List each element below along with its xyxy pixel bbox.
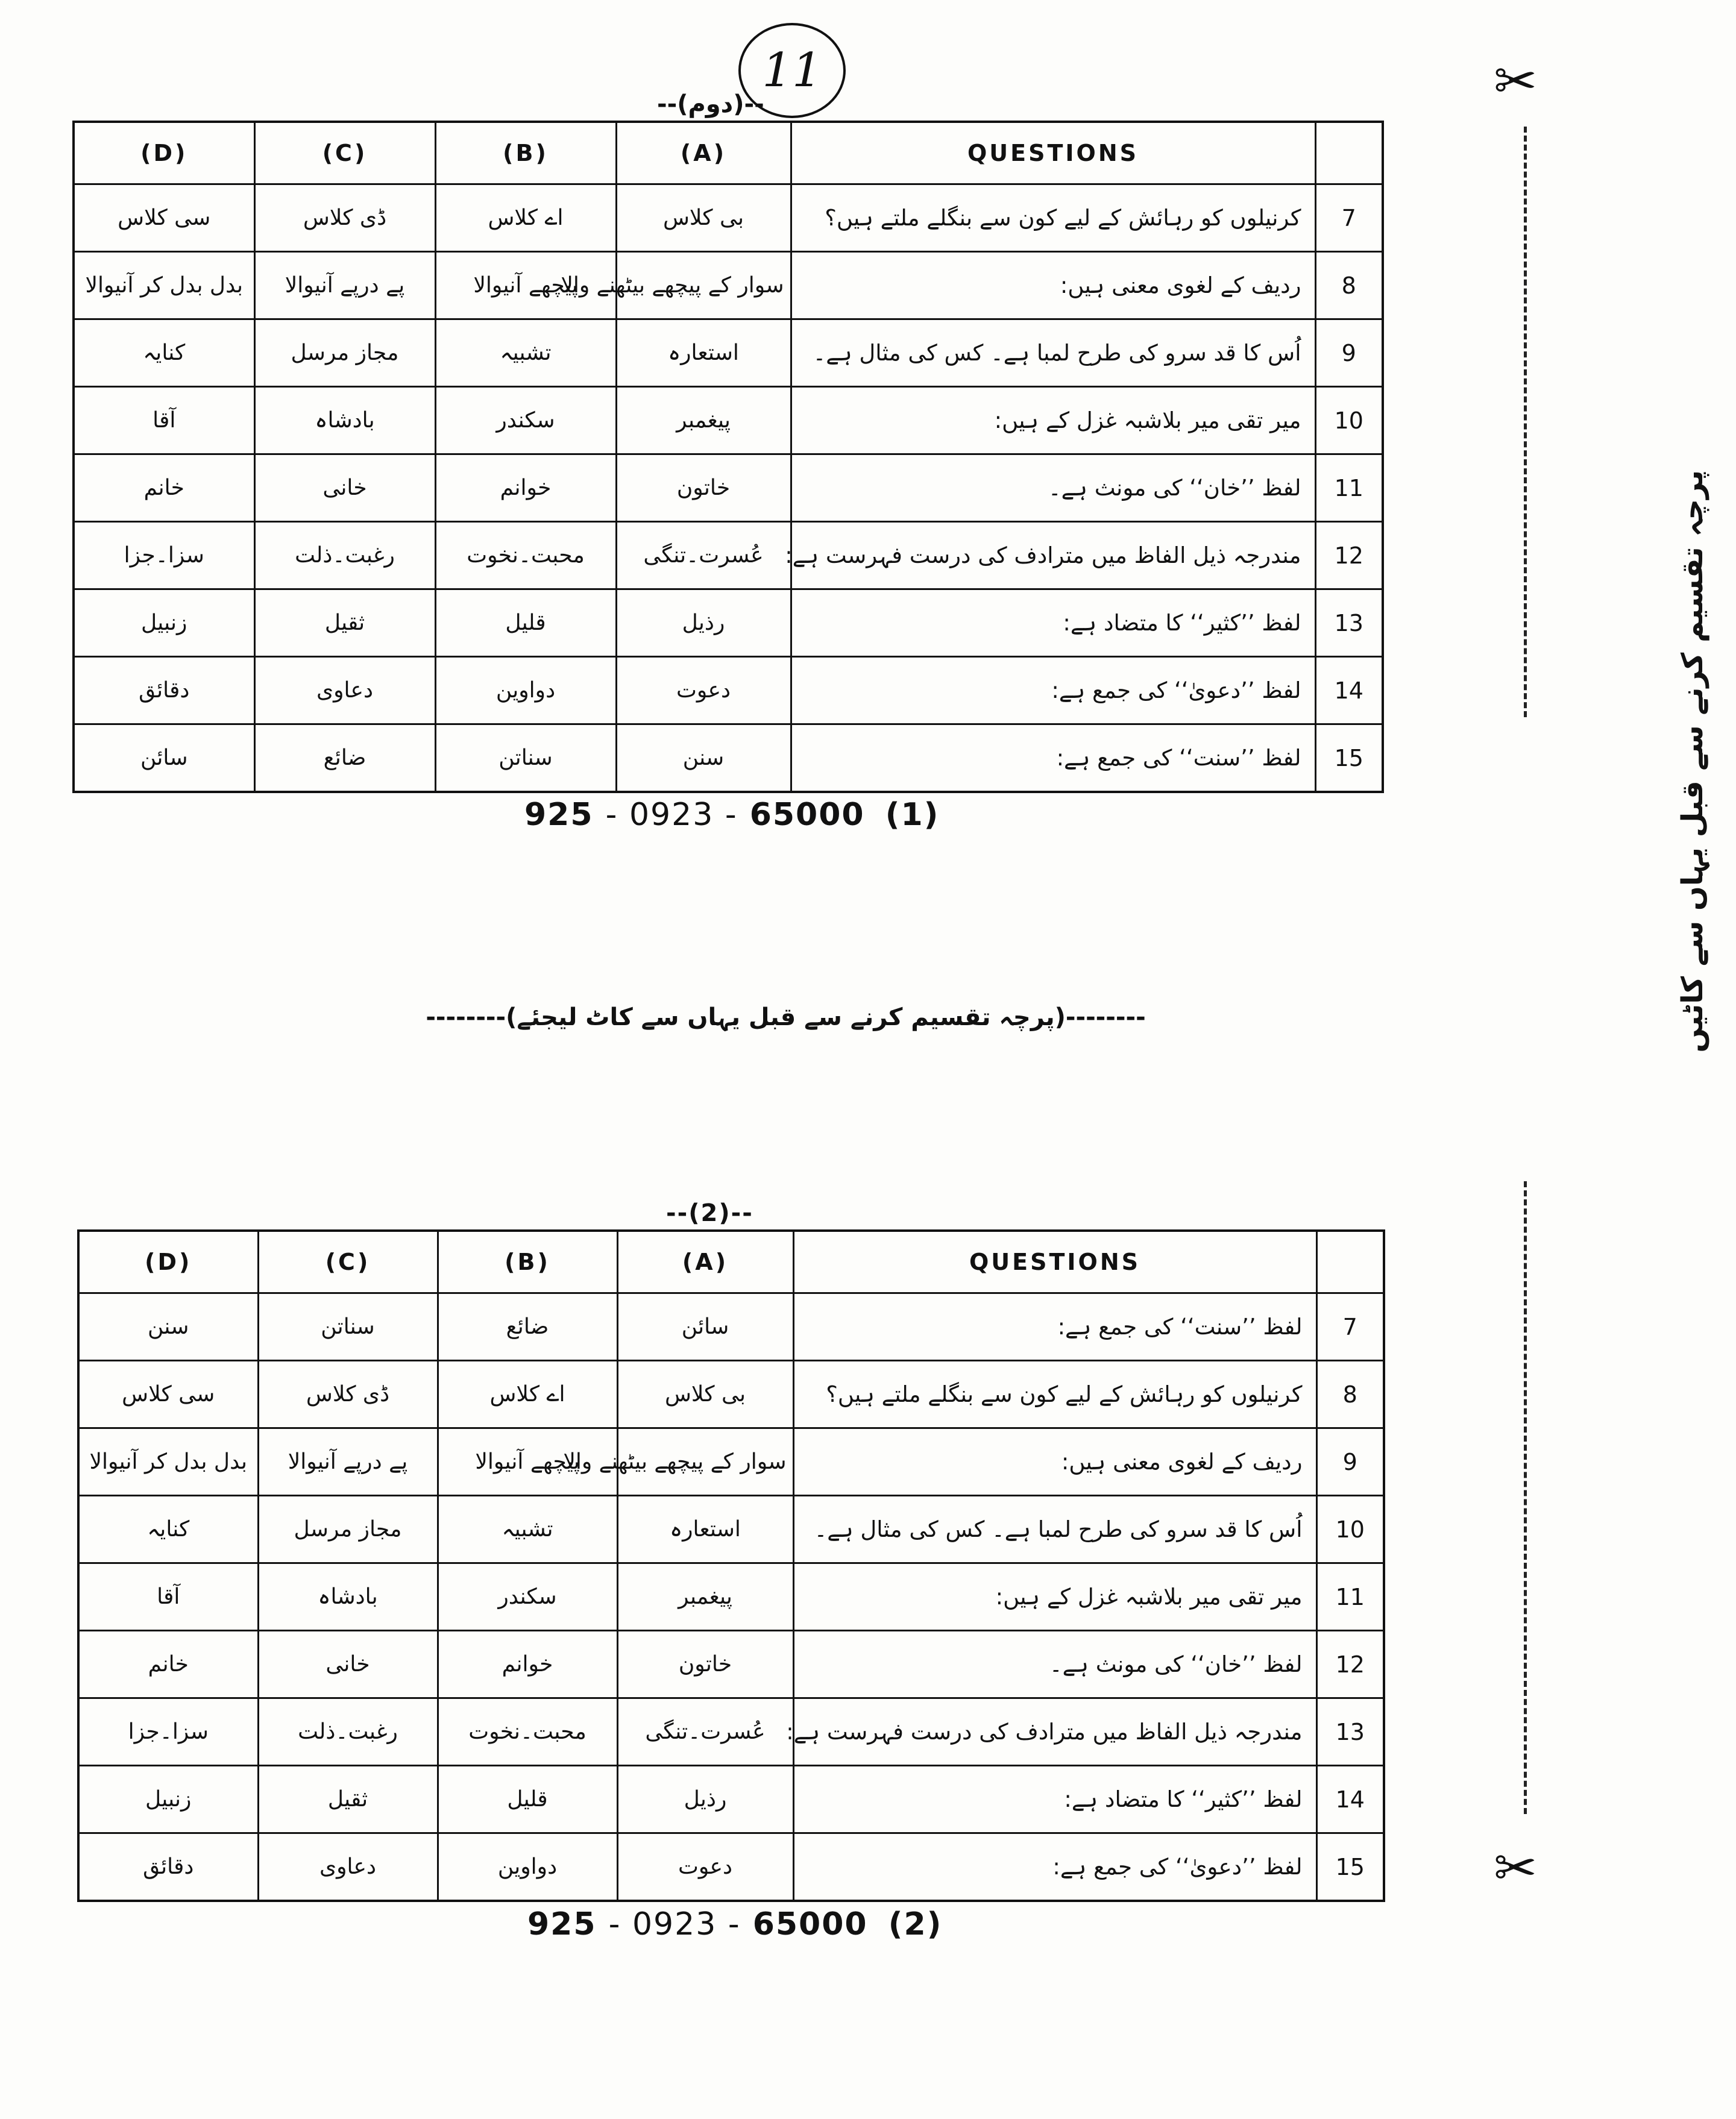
- question-row: [74, 319, 1383, 387]
- option-a: سائن: [617, 1293, 793, 1361]
- paper-code-bottom: [527, 1906, 942, 1942]
- option-a: رذیل: [617, 1766, 793, 1833]
- question-text: اُس کا قد سرو کی طرح لمبا ہے۔ کس کی مثال ہے۔: [791, 319, 1315, 387]
- question-row: [78, 1563, 1384, 1631]
- code-part-2: - 0923 -: [605, 797, 738, 833]
- question-row: [74, 522, 1383, 589]
- question-row: [78, 1293, 1384, 1361]
- option-a: بی کلاس: [616, 184, 791, 252]
- question-number: 11: [1315, 454, 1383, 522]
- option-b: تشبیہ: [435, 319, 616, 387]
- option-b: قلیل: [438, 1766, 617, 1833]
- option-c: مجاز مرسل: [254, 319, 435, 387]
- header-number: [1316, 1231, 1384, 1293]
- question-row: [78, 1698, 1384, 1766]
- option-d: زنبیل: [74, 589, 254, 657]
- option-c: ڈی کلاس: [254, 184, 435, 252]
- option-a: پیغمبر: [617, 1563, 793, 1631]
- option-d: سی کلاس: [74, 184, 254, 252]
- scissor-icon-bottom: ✂: [1494, 1838, 1538, 1898]
- option-b: ضائع: [438, 1293, 617, 1361]
- question-text: لفظ ’’خان‘‘ کی مونث ہے۔: [791, 454, 1315, 522]
- question-row: [78, 1833, 1384, 1901]
- question-row: [74, 387, 1383, 454]
- header-a: (A): [616, 122, 791, 184]
- option-d: زنبیل: [78, 1766, 258, 1833]
- paper-code-top: [524, 797, 939, 833]
- question-row: [78, 1766, 1384, 1833]
- code-part-3: 65000: [752, 1906, 868, 1942]
- question-row: [78, 1496, 1384, 1563]
- header-questions: QUESTIONS: [793, 1231, 1316, 1293]
- option-b: خوانم: [435, 454, 616, 522]
- option-a: سنن: [616, 724, 791, 793]
- question-text: لفظ ’’خان‘‘ کی مونث ہے۔: [793, 1631, 1316, 1698]
- option-c: دعاوی: [258, 1833, 438, 1901]
- option-c: دعاوی: [254, 657, 435, 724]
- option-a: استعارہ: [617, 1496, 793, 1563]
- code-part-1: 925: [527, 1906, 597, 1942]
- question-text: میر تقی میر بلاشبہ غزل کے ہیں:: [791, 387, 1315, 454]
- question-text: لفظ ’’دعویٰ‘‘ کی جمع ہے:: [793, 1833, 1316, 1901]
- question-row: [78, 1428, 1384, 1496]
- circled-page-number: 11: [738, 23, 846, 118]
- option-a: دعوت: [617, 1833, 793, 1901]
- option-d: بدل بدل کر آنیوالا: [74, 252, 254, 319]
- question-text: ردیف کے لغوی معنی ہیں:: [791, 252, 1315, 319]
- option-b: محبت۔نخوت: [438, 1698, 617, 1766]
- table-header-row: [78, 1231, 1384, 1293]
- option-d: سنن: [78, 1293, 258, 1361]
- option-b: پیچھے آنیوالا: [438, 1428, 617, 1496]
- question-number: 7: [1316, 1293, 1384, 1361]
- question-row: [74, 252, 1383, 319]
- header-d: (D): [78, 1231, 258, 1293]
- option-b: خوانم: [438, 1631, 617, 1698]
- option-c: ڈی کلاس: [258, 1361, 438, 1428]
- mcq-table-top: [72, 121, 1384, 793]
- header-number: [1315, 122, 1383, 184]
- question-number: 8: [1315, 252, 1383, 319]
- option-a: سوار کے پیچھے بیٹھنے والا: [616, 252, 791, 319]
- question-text: کرنیلوں کو رہائش کے لیے کون سے بنگلے ملتے ہیں؟: [791, 184, 1315, 252]
- question-row: [74, 724, 1383, 793]
- option-d: آقا: [78, 1563, 258, 1631]
- option-d: سی کلاس: [78, 1361, 258, 1428]
- mcq-table-bottom: [77, 1229, 1385, 1902]
- option-c: خانی: [254, 454, 435, 522]
- option-a: خاتون: [617, 1631, 793, 1698]
- option-b: سناتن: [435, 724, 616, 793]
- option-c: بادشاہ: [254, 387, 435, 454]
- question-text: میر تقی میر بلاشبہ غزل کے ہیں:: [793, 1563, 1316, 1631]
- question-number: 12: [1315, 522, 1383, 589]
- question-number: 10: [1315, 387, 1383, 454]
- option-b: سکندر: [438, 1563, 617, 1631]
- question-row: [74, 657, 1383, 724]
- question-row: [74, 589, 1383, 657]
- option-b: پیچھے آنیوالا: [435, 252, 616, 319]
- option-a: رذیل: [616, 589, 791, 657]
- option-d: آقا: [74, 387, 254, 454]
- question-text: مندرجہ ذیل الفاظ میں مترادف کی درست فہرست ہے:: [791, 522, 1315, 589]
- header-a: (A): [617, 1231, 793, 1293]
- option-a: پیغمبر: [616, 387, 791, 454]
- option-b: قلیل: [435, 589, 616, 657]
- question-text: کرنیلوں کو رہائش کے لیے کون سے بنگلے ملتے ہیں؟: [793, 1361, 1316, 1428]
- question-number: 9: [1316, 1428, 1384, 1496]
- option-c: رغبت۔ذلت: [254, 522, 435, 589]
- option-b: اے کلاس: [435, 184, 616, 252]
- header-questions: QUESTIONS: [791, 122, 1315, 184]
- cut-rule-upper: [1524, 127, 1527, 717]
- code-part-4: (2): [888, 1906, 943, 1942]
- question-number: 14: [1315, 657, 1383, 724]
- cut-rule-lower: [1524, 1181, 1527, 1814]
- header-c: (C): [254, 122, 435, 184]
- page-label-bottom: --(2)--: [666, 1199, 753, 1227]
- option-c: پے درپے آنیوالا: [254, 252, 435, 319]
- question-number: 13: [1316, 1698, 1384, 1766]
- option-d: سزا۔جزا: [78, 1698, 258, 1766]
- question-number: 7: [1315, 184, 1383, 252]
- option-d: کنایہ: [78, 1496, 258, 1563]
- question-number: 13: [1315, 589, 1383, 657]
- cut-instruction: --------(پرچہ تقسیم کرنے سے قبل یہاں سے کاٹ لیجئے)--------: [426, 1003, 1146, 1031]
- question-text: لفظ ’’کثیر‘‘ کا متضاد ہے:: [791, 589, 1315, 657]
- question-text: اُس کا قد سرو کی طرح لمبا ہے۔ کس کی مثال ہے۔: [793, 1496, 1316, 1563]
- question-number: 10: [1316, 1496, 1384, 1563]
- question-text: مندرجہ ذیل الفاظ میں مترادف کی درست فہرست ہے:: [793, 1698, 1316, 1766]
- option-b: اے کلاس: [438, 1361, 617, 1428]
- option-b: دواوین: [435, 657, 616, 724]
- option-b: تشبیہ: [438, 1496, 617, 1563]
- code-part-3: 65000: [749, 797, 865, 833]
- option-d: دقائق: [78, 1833, 258, 1901]
- option-c: ثقیل: [258, 1766, 438, 1833]
- page-label-top: --(دوم)--: [657, 90, 764, 118]
- option-c: خانی: [258, 1631, 438, 1698]
- option-c: مجاز مرسل: [258, 1496, 438, 1563]
- option-a: عُسرت۔تنگی: [616, 522, 791, 589]
- question-number: 15: [1315, 724, 1383, 793]
- option-d: دقائق: [74, 657, 254, 724]
- question-text: لفظ ’’دعویٰ‘‘ کی جمع ہے:: [791, 657, 1315, 724]
- option-d: سائن: [74, 724, 254, 793]
- option-c: ثقیل: [254, 589, 435, 657]
- side-cut-instruction: پرچہ تقسیم کرنے سے قبل یہاں سے کاٹیں: [1676, 470, 1709, 1053]
- table-header-row: [74, 122, 1383, 184]
- code-part-2: - 0923 -: [608, 1906, 741, 1942]
- option-b: محبت۔نخوت: [435, 522, 616, 589]
- question-text: ردیف کے لغوی معنی ہیں:: [793, 1428, 1316, 1496]
- scissor-icon-top: ✂: [1494, 51, 1538, 111]
- question-number: 15: [1316, 1833, 1384, 1901]
- option-a: دعوت: [616, 657, 791, 724]
- question-row: [78, 1361, 1384, 1428]
- option-c: ضائع: [254, 724, 435, 793]
- question-row: [78, 1631, 1384, 1698]
- question-text: لفظ ’’کثیر‘‘ کا متضاد ہے:: [793, 1766, 1316, 1833]
- question-text: لفظ ’’سنت‘‘ کی جمع ہے:: [793, 1293, 1316, 1361]
- option-c: سناتن: [258, 1293, 438, 1361]
- option-b: دواوین: [438, 1833, 617, 1901]
- question-number: 8: [1316, 1361, 1384, 1428]
- code-part-4: (1): [885, 797, 940, 833]
- header-d: (D): [74, 122, 254, 184]
- option-d: خانم: [78, 1631, 258, 1698]
- question-text: لفظ ’’سنت‘‘ کی جمع ہے:: [791, 724, 1315, 793]
- question-number: 12: [1316, 1631, 1384, 1698]
- code-part-1: 925: [524, 797, 594, 833]
- option-d: خانم: [74, 454, 254, 522]
- question-number: 11: [1316, 1563, 1384, 1631]
- option-c: پے درپے آنیوالا: [258, 1428, 438, 1496]
- option-c: بادشاہ: [258, 1563, 438, 1631]
- header-c: (C): [258, 1231, 438, 1293]
- option-a: خاتون: [616, 454, 791, 522]
- header-b: (B): [435, 122, 616, 184]
- header-b: (B): [438, 1231, 617, 1293]
- option-d: سزا۔جزا: [74, 522, 254, 589]
- question-row: [74, 184, 1383, 252]
- option-a: عُسرت۔تنگی: [617, 1698, 793, 1766]
- question-number: 14: [1316, 1766, 1384, 1833]
- option-b: سکندر: [435, 387, 616, 454]
- option-d: بدل بدل کر آنیوالا: [78, 1428, 258, 1496]
- option-a: سوار کے پیچھے بیٹھنے والا: [617, 1428, 793, 1496]
- question-number: 9: [1315, 319, 1383, 387]
- option-a: بی کلاس: [617, 1361, 793, 1428]
- question-row: [74, 454, 1383, 522]
- option-c: رغبت۔ذلت: [258, 1698, 438, 1766]
- option-d: کنایہ: [74, 319, 254, 387]
- option-a: استعارہ: [616, 319, 791, 387]
